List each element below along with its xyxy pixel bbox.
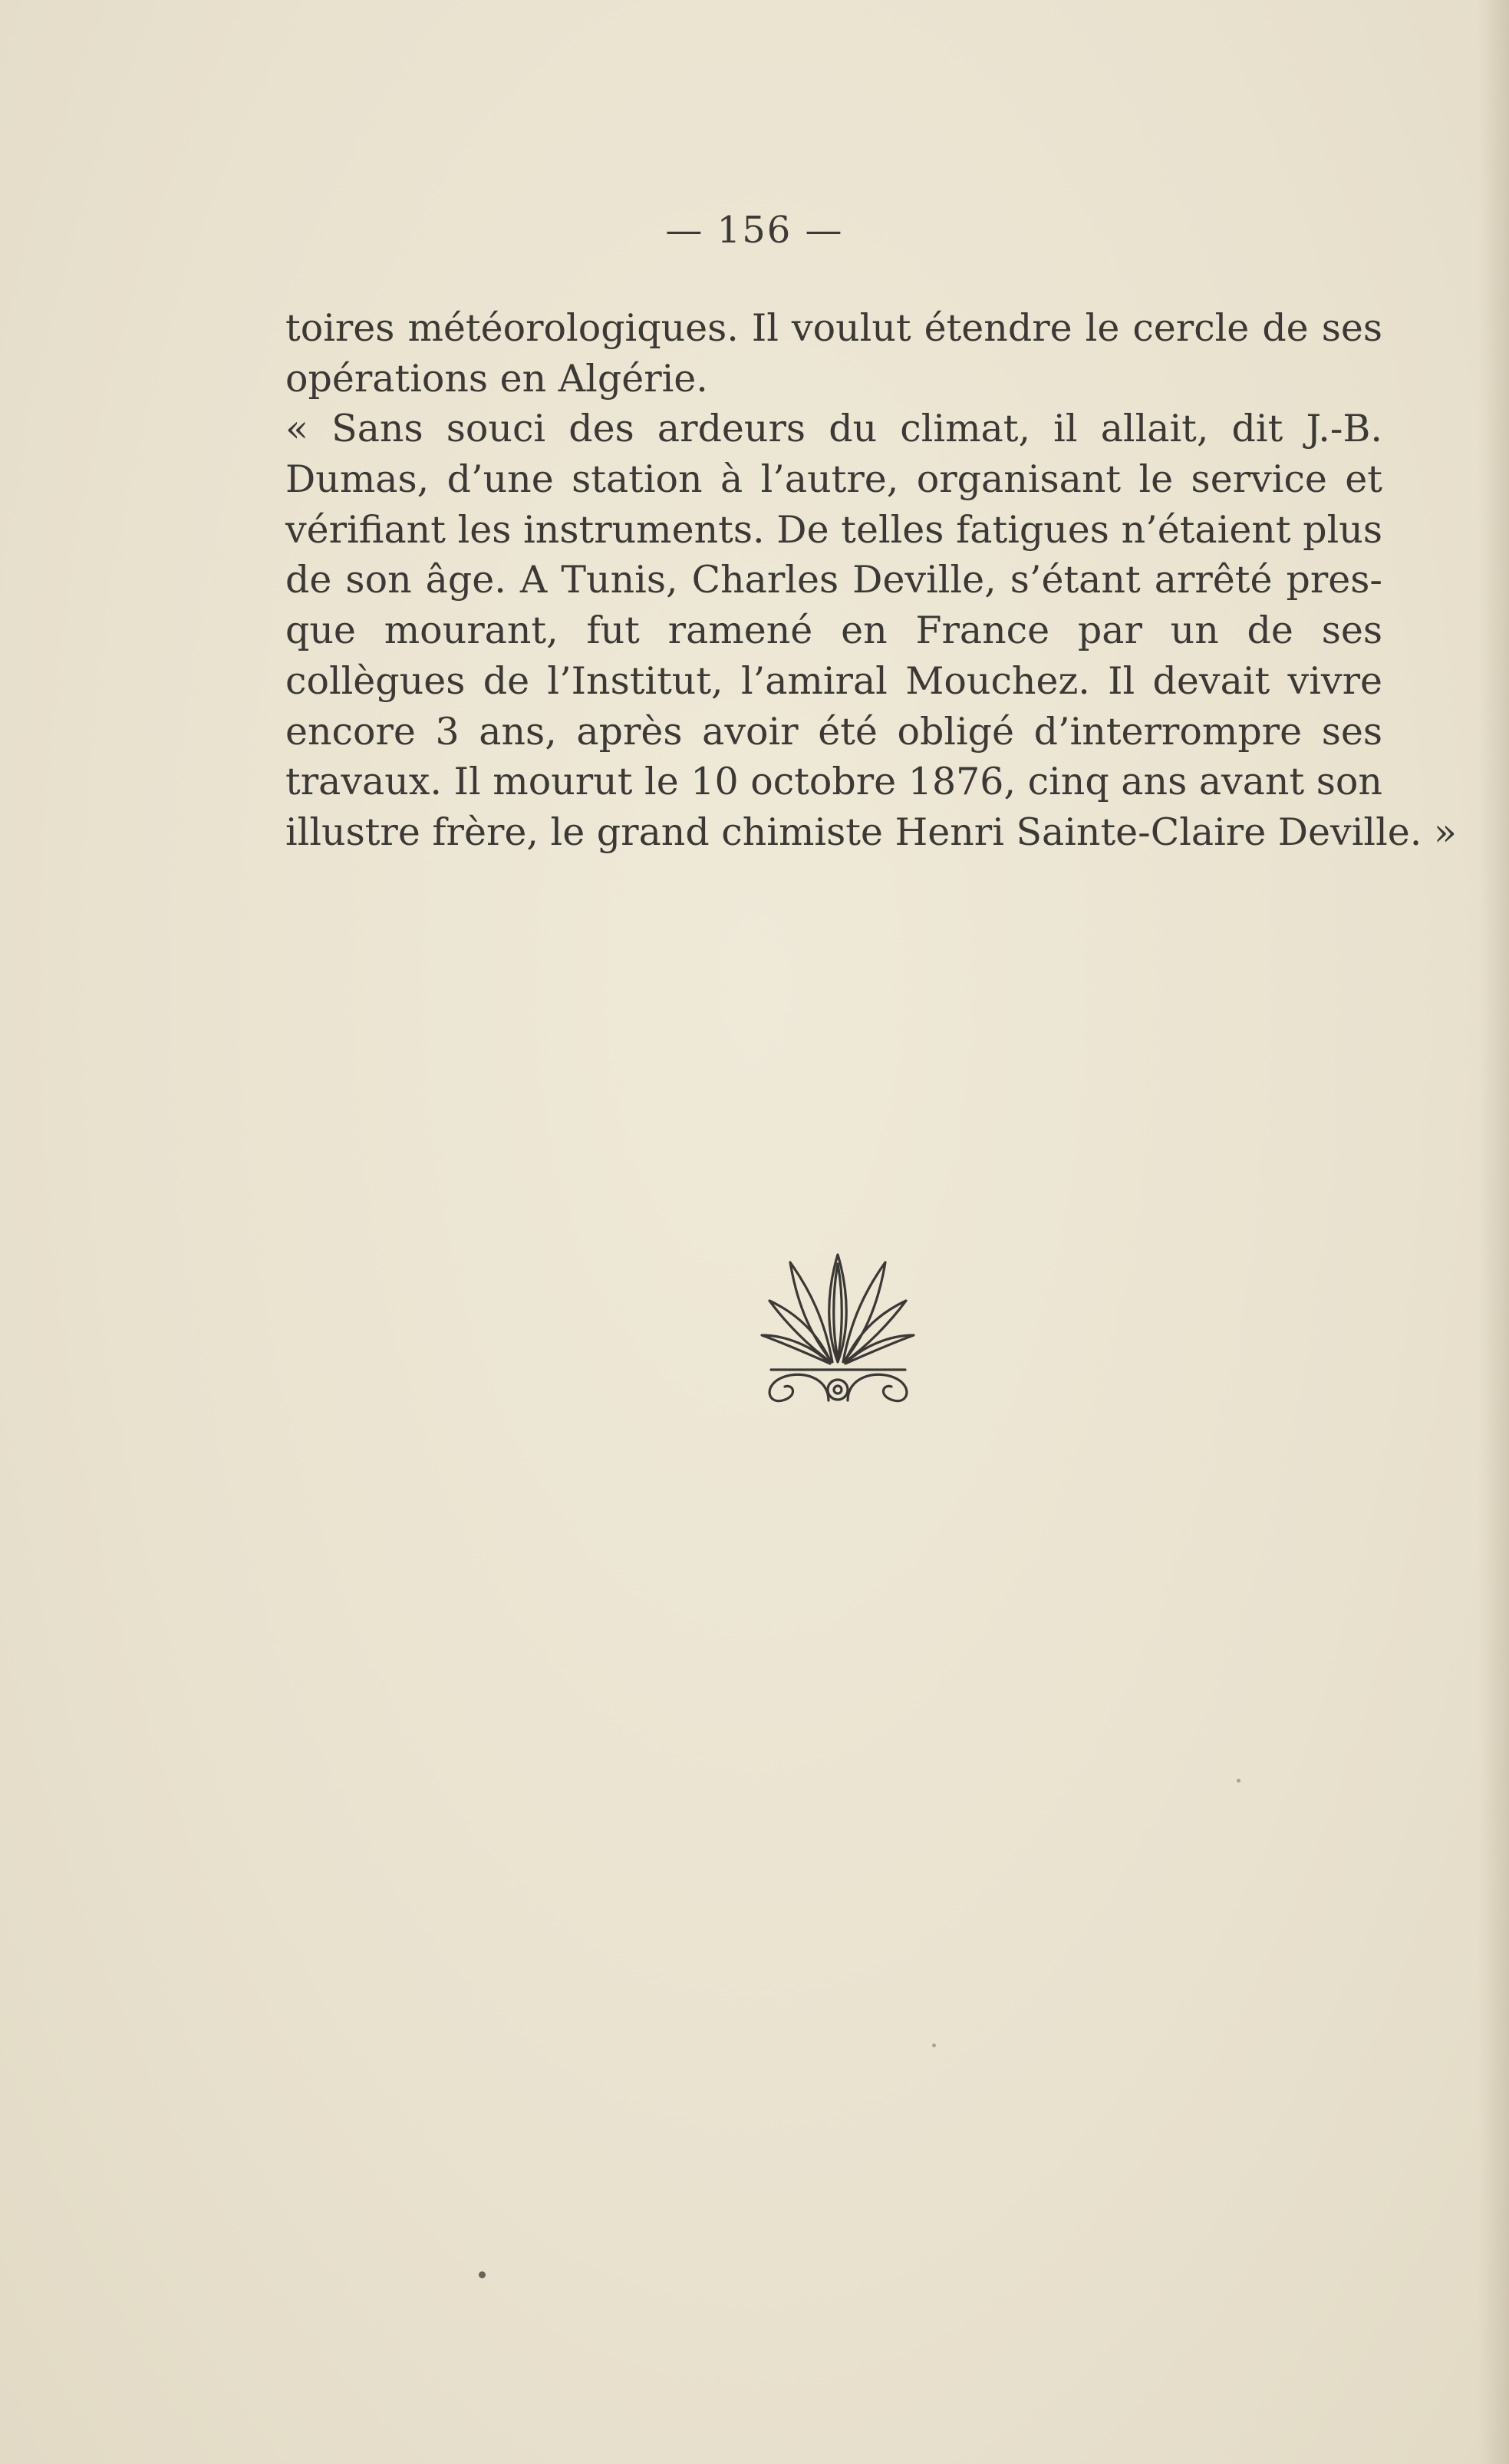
text-line: illustre frère, le grand chimiste Henri Sainte-Claire Deville. » xyxy=(285,810,1457,854)
page-edge-shadow xyxy=(1478,0,1509,2464)
text-line: « Sans souci des ardeurs du climat, il allait, dit J.-B. xyxy=(285,407,1382,451)
paper-speck xyxy=(479,2271,486,2278)
text-line: toires météorologiques. Il voulut étendre le cercle de ses xyxy=(285,306,1382,350)
text-line: opérations en Algérie. xyxy=(285,356,708,401)
text-line: encore 3 ans, après avoir été obligé d’interrompre ses xyxy=(285,709,1382,754)
palmette-ornament-icon xyxy=(756,1247,921,1404)
body-text xyxy=(285,303,1457,858)
text-line: vérifiant les instruments. De telles fatigues n’étaient plus xyxy=(285,507,1382,552)
page-number: — 156 — xyxy=(665,209,844,252)
text-line: Dumas, d’une station à l’autre, organisant le service et xyxy=(285,457,1382,502)
paper-speck xyxy=(932,2043,936,2047)
text-line: collègues de l’Institut, l’amiral Mouchez. Il devait vivre xyxy=(285,658,1382,703)
text-line: travaux. Il mourut le 10 octobre 1876, cinq ans avant son xyxy=(285,760,1382,804)
paper-speck xyxy=(1237,1779,1240,1783)
text-line: de son âge. A Tunis, Charles Deville, s’étant arrêté pres- xyxy=(285,558,1382,602)
text-line: que mourant, fut ramené en France par un de ses xyxy=(285,609,1382,653)
